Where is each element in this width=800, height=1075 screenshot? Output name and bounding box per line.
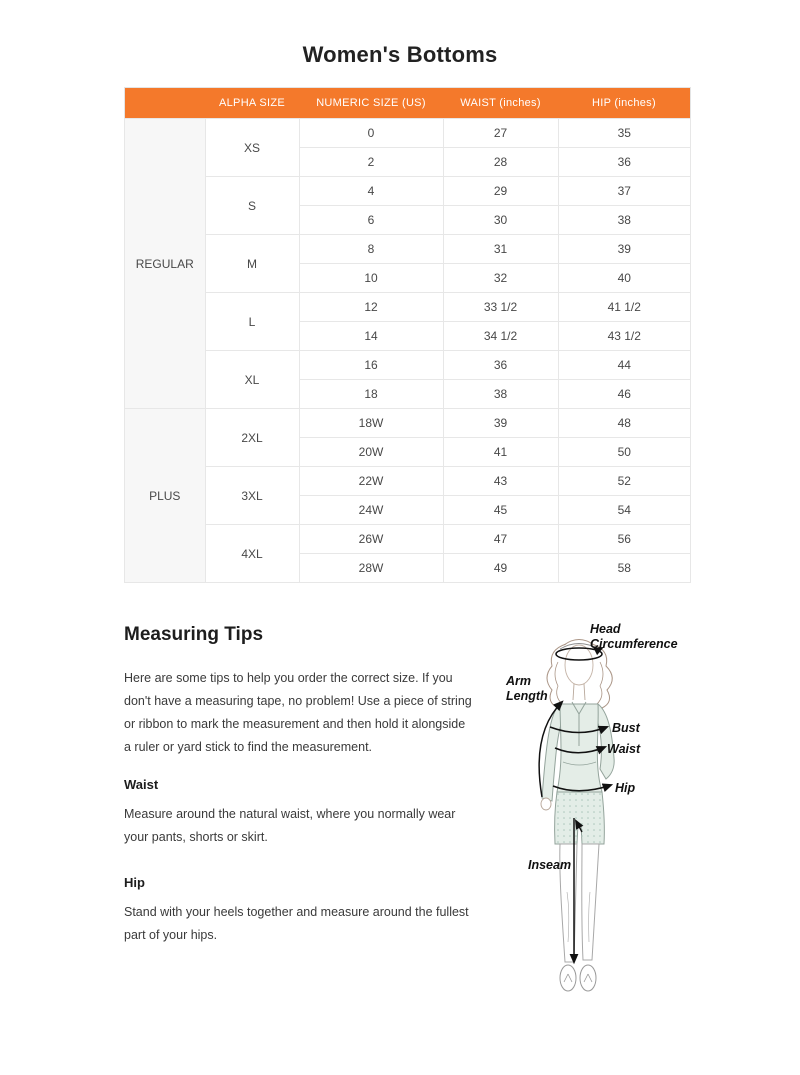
table-cell: 18 [299,380,443,409]
table-cell: 43 [443,467,558,496]
table-cell: 41 [443,438,558,467]
table-cell: 8 [299,235,443,264]
table-cell: 26W [299,525,443,554]
table-row [125,409,691,438]
table-cell: 52 [558,467,691,496]
flip-flops [560,965,596,991]
table-cell: 45 [443,496,558,525]
table-cell: 36 [443,351,558,380]
table-cell: 6 [299,206,443,235]
table-cell: 38 [443,380,558,409]
table-row [125,525,691,554]
table-row [125,177,691,206]
table-cell: 49 [443,554,558,583]
table-cell: 31 [443,235,558,264]
head-circumference-label: Head Circumference [590,622,678,651]
measuring-tips-intro: Here are some tips to help you order the correct size. If you don't have a measuring tape, no problem! Use a piece of string or ribbon to mark the measurement and then hold it alongside a ruler or yard stick to find the measurement. [124,671,472,754]
header-cell-hip: HIP (inches) [558,88,691,119]
table-cell: 38 [558,206,691,235]
table-cell: 36 [558,148,691,177]
table-cell: 20W [299,438,443,467]
alpha-size-cell: 4XL [205,525,299,583]
header-cell-numeric-size: NUMERIC SIZE (US) [299,88,443,119]
table-cell: 32 [443,264,558,293]
bust-label: Bust [612,721,640,735]
table-cell: 0 [299,119,443,148]
table-cell: 2 [299,148,443,177]
table-cell: 18W [299,409,443,438]
hip-label: Hip [615,781,636,795]
table-cell: 39 [558,235,691,264]
table-cell: 47 [443,525,558,554]
table-cell: 27 [443,119,558,148]
table-cell: 12 [299,293,443,322]
alpha-size-cell: L [205,293,299,351]
page-title: Women's Bottoms [302,42,498,67]
table-row [125,467,691,496]
table-cell: 10 [299,264,443,293]
table-cell: 40 [558,264,691,293]
shorts [555,792,605,844]
table-cell: 37 [558,177,691,206]
table-cell: 43 1/2 [558,322,691,351]
table-cell: 39 [443,409,558,438]
table-cell: 14 [299,322,443,351]
alpha-size-cell: S [205,177,299,235]
table-cell: 44 [558,351,691,380]
table-cell: 41 1/2 [558,293,691,322]
alpha-size-cell: 2XL [205,409,299,467]
table-row [125,293,691,322]
table-row [125,235,691,264]
measurement-figure [478,612,708,1022]
table-cell: 28W [299,554,443,583]
table-cell: 16 [299,351,443,380]
measuring-tips-heading: Measuring Tips [124,624,264,645]
header-cell-alpha-size: ALPHA SIZE [205,88,299,119]
waist-label: Waist [607,742,641,756]
table-cell: 34 1/2 [443,322,558,351]
hip-text: Stand with your heels together and measure around the fullest part of your hips. [124,905,469,942]
measuring-tips-section [124,624,474,973]
size-table [124,87,691,583]
inseam-label: Inseam [528,858,572,872]
table-cell: 30 [443,206,558,235]
waist-text: Measure around the natural waist, where you normally wear your pants, shorts or skirt. [124,807,456,844]
table-cell: 33 1/2 [443,293,558,322]
alpha-size-cell: XS [205,119,299,177]
table-cell: 35 [558,119,691,148]
table-cell: 54 [558,496,691,525]
table-row [125,119,691,148]
alpha-size-cell: M [205,235,299,293]
waist-heading: Waist [124,777,159,792]
table-cell: 22W [299,467,443,496]
table-cell: 56 [558,525,691,554]
arm-length-label: Arm Length [506,674,548,703]
table-cell: 24W [299,496,443,525]
table-cell: 4 [299,177,443,206]
table-cell: 29 [443,177,558,206]
header-cell-blank [125,88,206,119]
group-cell: PLUS [125,409,206,583]
table-row [125,351,691,380]
header-cell-waist: WAIST (inches) [443,88,558,119]
hip-heading: Hip [124,875,145,890]
size-table-container [124,87,679,583]
group-cell: REGULAR [125,119,206,409]
table-cell: 46 [558,380,691,409]
table-header-row [125,88,691,119]
table-cell: 48 [558,409,691,438]
alpha-size-cell: 3XL [205,467,299,525]
table-cell: 58 [558,554,691,583]
alpha-size-cell: XL [205,351,299,409]
table-cell: 50 [558,438,691,467]
table-cell: 28 [443,148,558,177]
